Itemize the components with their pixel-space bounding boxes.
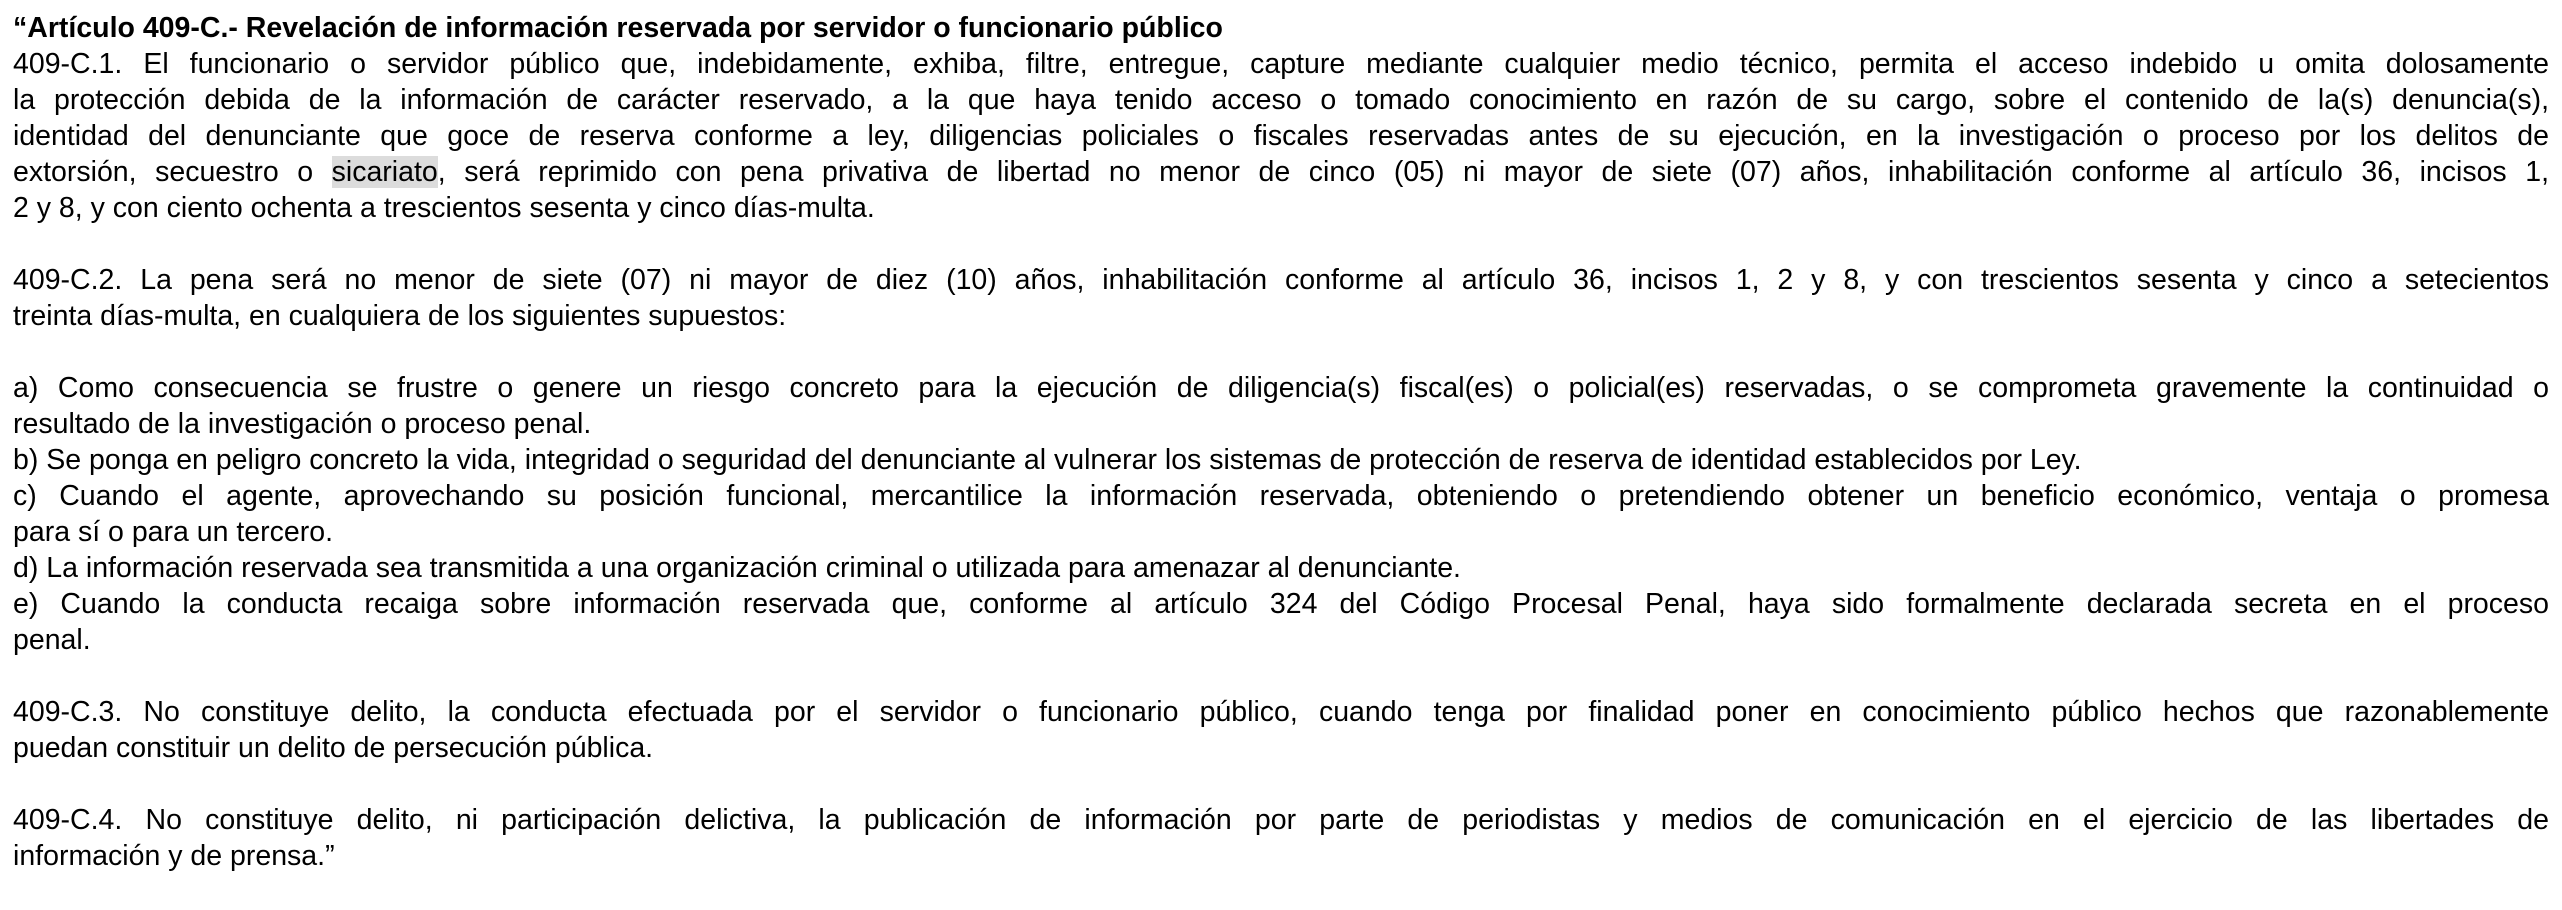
text-line: treinta días-multa, en cualquiera de los siguientes supuestos: bbox=[13, 300, 787, 332]
text-line: la protección debida de la información de carácter reservado, a la que haya tenido acceso o tomado conocimiento en razón de su cargo, sobre el contenido de la(s) denuncia(s), bbox=[13, 84, 2549, 116]
highlighted-word[interactable]: sicariato bbox=[331, 156, 438, 188]
text-line: información y de prensa.” bbox=[13, 840, 335, 872]
assumptions-list bbox=[13, 370, 2549, 658]
paragraph-gap bbox=[13, 334, 2549, 370]
paragraph-gap bbox=[13, 766, 2549, 802]
list-item-c-line: para sí o para un tercero. bbox=[13, 516, 334, 548]
text-segment: , será reprimido con pena privativa de libertad no menor de cinco (05) ni mayor de siete (07) años, inhabilitación conforme al artículo 36, incisos 1, bbox=[437, 156, 2550, 188]
article-document bbox=[13, 10, 2549, 874]
text-line: 409-C.1. El funcionario o servidor público que, indebidamente, exhiba, filtre, entregue, capture mediante cualquier medio técnico, permita el acceso indebido u omita dolosamente bbox=[13, 48, 2549, 80]
paragraph-409-c-1 bbox=[13, 46, 2549, 226]
paragraph-gap bbox=[13, 658, 2549, 694]
list-item-e-line: e) Cuando la conducta recaiga sobre información reservada que, conforme al artículo 324 del Código Procesal Penal, haya sido formalmente declarada secreta en el proceso bbox=[13, 588, 2549, 620]
text-line: 409-C.3. No constituye delito, la conducta efectuada por el servidor o funcionario público, cuando tenga por finalidad poner en conocimiento público hechos que razonablemente bbox=[13, 696, 2549, 728]
list-item-b: b) Se ponga en peligro concreto la vida, integridad o seguridad del denunciante al vulnerar los sistemas de protección de reserva de identidad establecidos por Ley. bbox=[13, 444, 2082, 476]
paragraph-409-c-3 bbox=[13, 694, 2549, 766]
text-line: identidad del denunciante que goce de reserva conforme a ley, diligencias policiales o fiscales reservadas antes de su ejecución, en la investigación o proceso por los delitos de bbox=[13, 120, 2549, 152]
list-item-e-line: penal. bbox=[13, 624, 91, 656]
paragraph-gap bbox=[13, 226, 2549, 262]
text-segment: extorsión, secuestro o bbox=[13, 156, 332, 188]
text-line: 409-C.2. La pena será no menor de siete (07) ni mayor de diez (10) años, inhabilitación conforme al artículo 36, incisos 1, 2 y 8, y con trescientos sesenta y cinco a setecientos bbox=[13, 264, 2549, 296]
text-line: 409-C.4. No constituye delito, ni participación delictiva, la publicación de información por parte de periodistas y medios de comunicación en el ejercicio de las libertades de bbox=[13, 804, 2549, 836]
text-line: 2 y 8, y con ciento ochenta a trescientos sesenta y cinco días-multa. bbox=[13, 192, 875, 224]
article-title: “Artículo 409-C.- Revelación de información reservada por servidor o funcionario público bbox=[13, 12, 1223, 44]
paragraph-409-c-4 bbox=[13, 802, 2549, 874]
list-item-a-line: a) Como consecuencia se frustre o genere un riesgo concreto para la ejecución de diligencia(s) fiscal(es) o policial(es) reservadas, o se comprometa gravemente la continuidad o bbox=[13, 372, 2549, 404]
text-line: puedan constituir un delito de persecución pública. bbox=[13, 732, 654, 764]
paragraph-409-c-2 bbox=[13, 262, 2549, 334]
text-line bbox=[13, 154, 2549, 190]
list-item-a-line: resultado de la investigación o proceso penal. bbox=[13, 408, 592, 440]
list-item-c-line: c) Cuando el agente, aprovechando su posición funcional, mercantilice la información reservada, obteniendo o pretendiendo obtener un beneficio económico, ventaja o promesa bbox=[13, 480, 2549, 512]
list-item-d: d) La información reservada sea transmitida a una organización criminal o utilizada para amenazar al denunciante. bbox=[13, 552, 1461, 584]
